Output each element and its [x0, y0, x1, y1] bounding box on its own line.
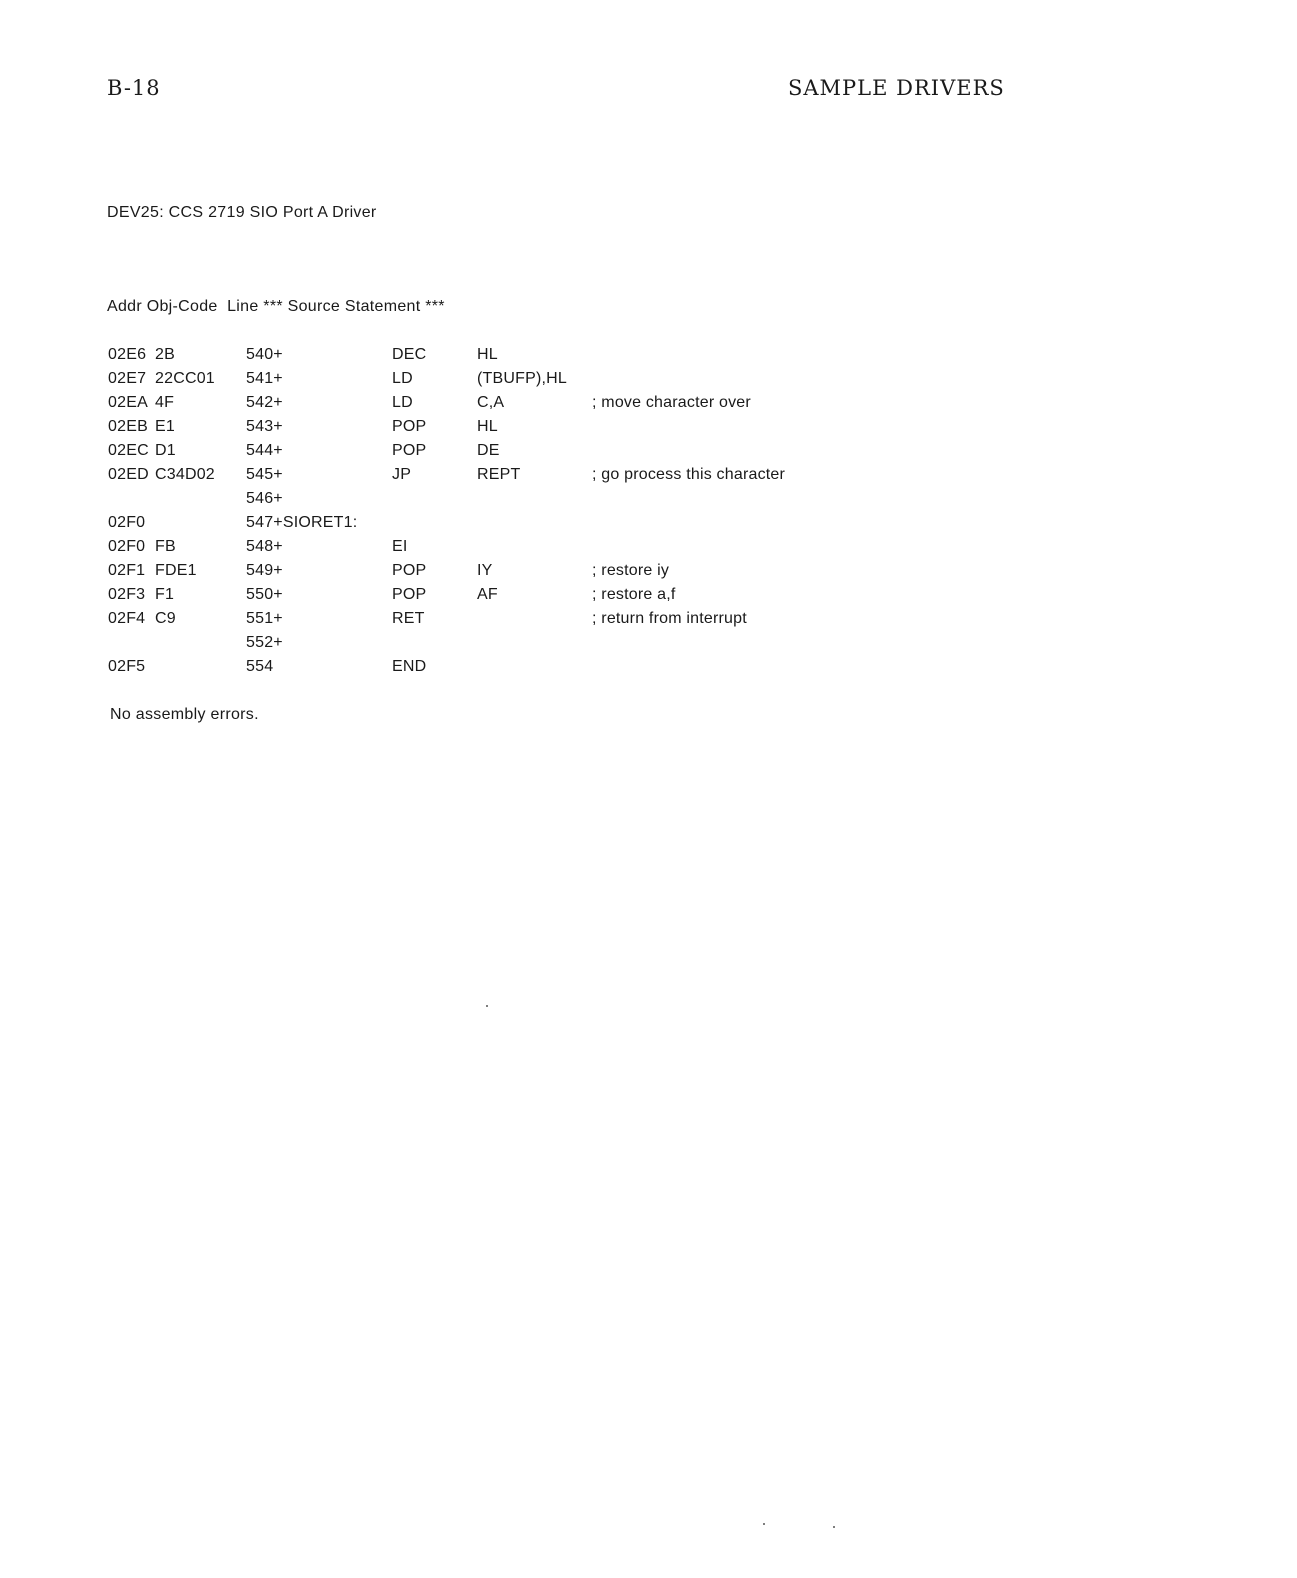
line-number-cell: 552+ [246, 634, 283, 651]
opcode-cell: DEC [392, 346, 427, 363]
opcode-cell: POP [392, 562, 427, 579]
line-number-cell: 543+ [246, 418, 283, 435]
listing-row [108, 610, 908, 634]
addr-cell: 02E7 [108, 370, 147, 387]
comment-cell: ; move character over [592, 394, 751, 411]
obj-code-cell: E1 [155, 418, 175, 435]
addr-cell: 02ED [108, 466, 149, 483]
operand-cell: HL [477, 346, 498, 363]
listing-title: DEV25: CCS 2719 SIO Port A Driver [107, 204, 377, 221]
addr-cell: 02EC [108, 442, 149, 459]
line-number-cell: 544+ [246, 442, 283, 459]
line-number-cell: 551+ [246, 610, 283, 627]
addr-cell: 02EB [108, 418, 148, 435]
page-number: B-18 [107, 76, 161, 100]
listing-row [108, 490, 908, 514]
obj-code-cell: FB [155, 538, 176, 555]
opcode-cell: POP [392, 586, 427, 603]
scan-speck [833, 1526, 835, 1528]
opcode-cell: END [392, 658, 427, 675]
running-head: SAMPLE DRIVERS [788, 76, 1005, 100]
listing-row [108, 658, 908, 682]
line-number-cell: 554 [246, 658, 274, 675]
scan-speck [763, 1523, 765, 1525]
obj-code-cell: D1 [155, 442, 176, 459]
line-number-cell: 547+SIORET1: [246, 514, 358, 531]
assembly-summary: No assembly errors. [110, 706, 259, 723]
addr-cell: 02F0 [108, 538, 146, 555]
listing-row [108, 394, 908, 418]
listing-row [108, 562, 908, 586]
opcode-cell: LD [392, 370, 413, 387]
line-number-cell: 546+ [246, 490, 283, 507]
opcode-cell: POP [392, 418, 427, 435]
opcode-cell: JP [392, 466, 412, 483]
listing-row [108, 442, 908, 466]
obj-code-cell: F1 [155, 586, 175, 603]
operand-cell: IY [477, 562, 493, 579]
operand-cell: (TBUFP),HL [477, 370, 567, 387]
line-number-cell: 548+ [246, 538, 283, 555]
comment-cell: ; restore iy [592, 562, 670, 579]
opcode-cell: EI [392, 538, 408, 555]
line-number-cell: 540+ [246, 346, 283, 363]
addr-cell: 02F0 [108, 514, 146, 531]
obj-code-cell: 4F [155, 394, 175, 411]
obj-code-cell: FDE1 [155, 562, 197, 579]
scan-speck [486, 1005, 488, 1007]
line-number-cell: 542+ [246, 394, 283, 411]
listing-row [108, 538, 908, 562]
listing-row [108, 514, 908, 538]
listing-row [108, 634, 908, 658]
assembly-listing [108, 346, 908, 682]
listing-row [108, 466, 908, 490]
operand-cell: HL [477, 418, 498, 435]
operand-cell: AF [477, 586, 498, 603]
obj-code-cell: 22CC01 [155, 370, 215, 387]
addr-cell: 02E6 [108, 346, 147, 363]
column-header: Addr Obj-Code Line *** Source Statement *** [107, 298, 445, 315]
listing-row [108, 346, 908, 370]
addr-cell: 02F4 [108, 610, 146, 627]
listing-row [108, 418, 908, 442]
listing-row [108, 370, 908, 394]
obj-code-cell: 2B [155, 346, 175, 363]
line-number-cell: 549+ [246, 562, 283, 579]
operand-cell: REPT [477, 466, 521, 483]
comment-cell: ; restore a,f [592, 586, 676, 603]
comment-cell: ; return from interrupt [592, 610, 747, 627]
operand-cell: C,A [477, 394, 505, 411]
addr-cell: 02F1 [108, 562, 146, 579]
addr-cell: 02EA [108, 394, 148, 411]
line-number-cell: 545+ [246, 466, 283, 483]
obj-code-cell: C9 [155, 610, 176, 627]
comment-cell: ; go process this character [592, 466, 786, 483]
addr-cell: 02F3 [108, 586, 146, 603]
addr-cell: 02F5 [108, 658, 146, 675]
opcode-cell: POP [392, 442, 427, 459]
opcode-cell: RET [392, 610, 425, 627]
line-number-cell: 541+ [246, 370, 283, 387]
line-number-cell: 550+ [246, 586, 283, 603]
opcode-cell: LD [392, 394, 413, 411]
listing-row [108, 586, 908, 610]
obj-code-cell: C34D02 [155, 466, 215, 483]
operand-cell: DE [477, 442, 500, 459]
